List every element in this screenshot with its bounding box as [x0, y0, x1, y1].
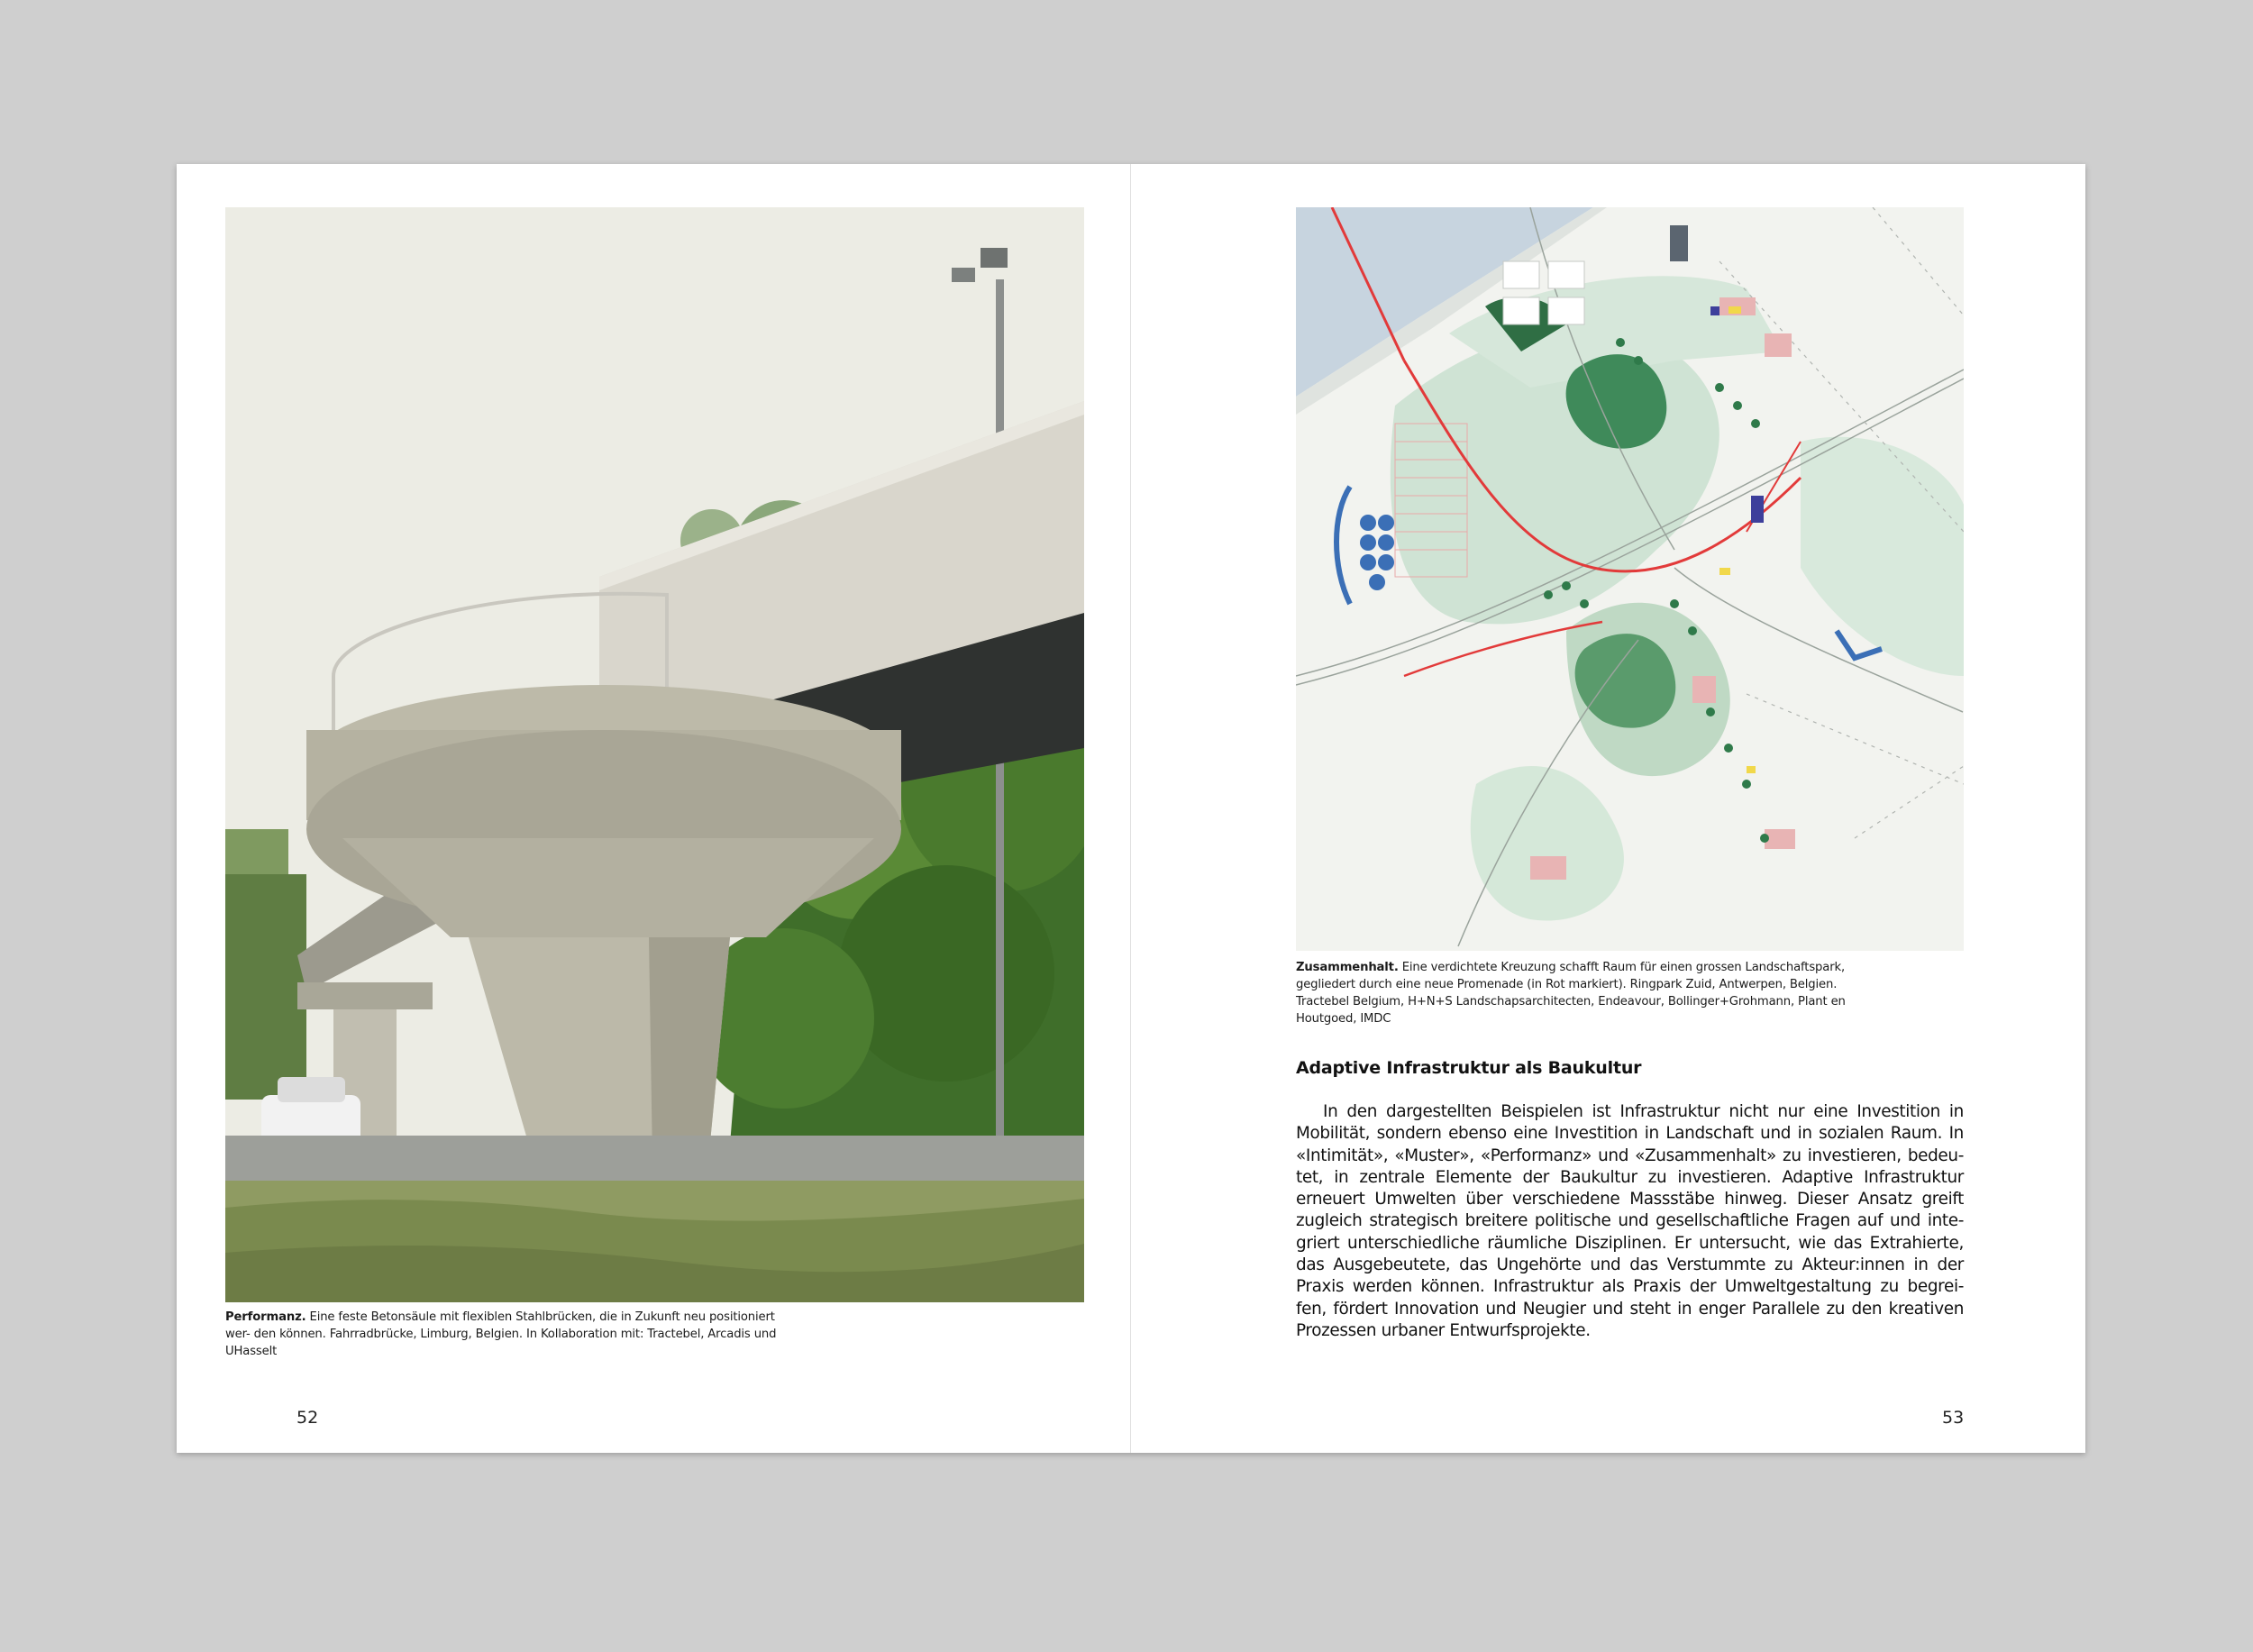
page-number-right: 53 — [1942, 1408, 1965, 1428]
section-heading: Adaptive Infrastruktur als Baukultur — [1296, 1058, 1642, 1078]
body-paragraph: In den dargestellten Beispielen ist Infrastruktur nicht nur eine Investition in Mobilität, sondern ebenso eine Investition in Landschaft und in sozialen Raum. In «Intimität», «Muster», «Performanz» und «Zusammenhalt» zu investieren, bedeu- tet, in zentrale Elemente der Baukultur zu investieren. Adaptive Infrastruktur erneuert Umwelten über verschiedene Massstäbe hinweg. Dieser Ansatz greift zugleich strategisch breitere politische und gesellschaftliche Fragen auf und inte- griert unterschiedliche räumliche Disziplinen. Er untersucht, wie das Extrahierte, das Ausgebeutete, das Ungehörte und das Verstummte zu Akteur:innen in der Praxis werden können. Infrastruktur als Praxis der Umweltgestaltung zu begrei- fen, fördert Innovation und Neugier und steht in enger Parallele zu den kreativen Prozessen urbaner Entwurfsprojekte. — [1296, 1102, 1964, 1340]
site-plan-map — [1296, 207, 1964, 951]
caption-lead: Zusammenhalt. — [1296, 961, 1399, 974]
photo-caption — [225, 1309, 802, 1360]
right-page — [1131, 164, 2085, 1453]
page-number-left: 52 — [296, 1408, 319, 1428]
map-caption — [1296, 959, 1873, 1027]
bridge-photo — [225, 207, 1084, 1302]
book-spread — [177, 164, 2085, 1453]
caption-text: Eine feste Betonsäule mit flexiblen Stahlbrücken, die in Zukunft neu positioniert wer- den können. Fahrradbrücke, Limburg, Belgien. In Kollaboration mit: Tractebel, Arcadis und UHasselt — [225, 1310, 777, 1358]
caption-text: Eine verdichtete Kreuzung schafft Raum für einen grossen Landschaftspark, gegliedert durch eine neue Promenade (in Rot markiert). Ringpark Zuid, Antwerpen, Belgien. Tractebel Belgium, H+N+S Landschapsarchitecten, Endeavour, Bollinger+Grohmann, Plant en Houtgoed, IMDC — [1296, 961, 1846, 1026]
left-page — [177, 164, 1131, 1453]
caption-lead: Performanz. — [225, 1310, 306, 1324]
